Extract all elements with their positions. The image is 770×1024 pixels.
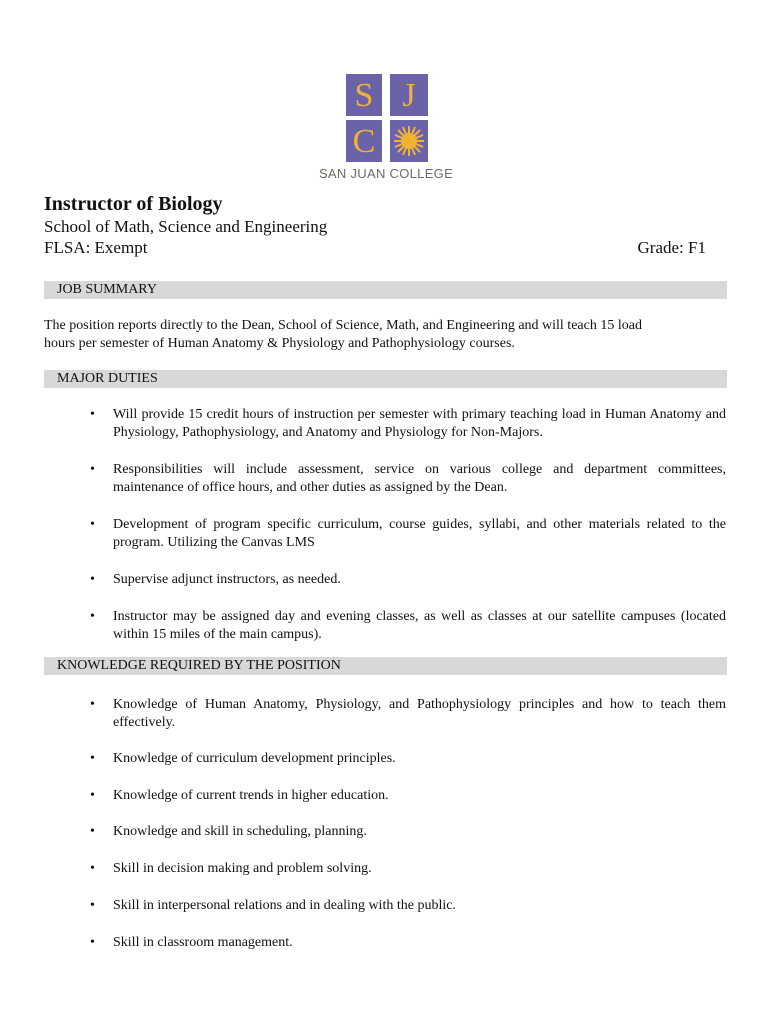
bullet-icon: •: [90, 462, 95, 477]
list-item-text: Skill in decision making and problem solving.: [113, 861, 372, 876]
list-item-text: Instructor may be assigned day and evening classes, as well as classes at our satellite campuses (located within 15 miles of the main campus).: [113, 609, 726, 642]
logo-letter-s: S: [354, 77, 374, 114]
job-summary-line: The position reports directly to the Dean, School of Science, Math, and Engineering and will teach 15 load: [44, 318, 642, 333]
list-item: [90, 461, 726, 497]
page-title: Instructor of Biology: [44, 193, 223, 215]
list-item: [90, 406, 726, 442]
list-item-text: Development of program specific curriculum, course guides, syllabi, and other materials related to the program. Utilizing the Canvas LMS: [113, 517, 726, 550]
logo-letter-j: J: [402, 77, 416, 114]
san-juan-college-logo: [316, 72, 456, 184]
list-item-text: Skill in classroom management.: [113, 935, 293, 950]
section-heading-major-duties: MAJOR DUTIES: [44, 370, 727, 388]
list-item: [90, 750, 726, 768]
list-item: [90, 934, 726, 952]
list-item: [90, 823, 726, 841]
list-item-text: Responsibilities will include assessment, service on various college and department committees, maintenance of office hours, and other duties as assigned by the Dean.: [113, 462, 726, 495]
list-item-text: Supervise adjunct instructors, as needed.: [113, 572, 341, 587]
list-item: [90, 897, 726, 915]
list-item: [90, 860, 726, 878]
bullet-icon: •: [90, 861, 95, 876]
list-item: [90, 571, 726, 589]
bullet-icon: •: [90, 788, 95, 803]
list-item-text: Knowledge of curriculum development principles.: [113, 751, 396, 766]
bullet-icon: •: [90, 697, 95, 712]
bullet-icon: •: [90, 824, 95, 839]
logo-wordmark: SAN JUAN COLLEGE: [318, 166, 454, 181]
list-item-text: Knowledge of current trends in higher education.: [113, 788, 389, 803]
section-heading-knowledge: KNOWLEDGE REQUIRED BY THE POSITION: [44, 657, 727, 675]
bullet-icon: •: [90, 898, 95, 913]
logo-mark: [316, 72, 456, 164]
bullet-icon: •: [90, 751, 95, 766]
list-item: [90, 608, 726, 644]
job-summary-text: [44, 317, 727, 353]
grade-level: Grade: F1: [637, 238, 706, 257]
list-item-text: Skill in interpersonal relations and in dealing with the public.: [113, 898, 456, 913]
bullet-icon: •: [90, 517, 95, 532]
list-item-text: Knowledge of Human Anatomy, Physiology, and Pathophysiology principles and how to teach them effectively.: [113, 697, 726, 730]
list-item: [90, 787, 726, 805]
bullet-icon: •: [90, 609, 95, 624]
section-heading-job-summary: JOB SUMMARY: [44, 281, 727, 299]
list-item-text: Will provide 15 credit hours of instruction per semester with primary teaching load in Human Anatomy and Physiology, Pathophysiology, and Anatomy and Physiology for Non-Majors.: [113, 407, 726, 440]
flsa-status: FLSA: Exempt: [44, 238, 148, 257]
list-item: [90, 516, 726, 552]
logo-letter-c: C: [352, 123, 376, 160]
school-name: School of Math, Science and Engineering: [44, 217, 328, 236]
bullet-icon: •: [90, 935, 95, 950]
bullet-icon: •: [90, 407, 95, 422]
sun-icon: [394, 126, 424, 156]
list-item-text: Knowledge and skill in scheduling, planning.: [113, 824, 367, 839]
bullet-icon: •: [90, 572, 95, 587]
list-item: [90, 696, 726, 732]
job-summary-line: hours per semester of Human Anatomy & Physiology and Pathophysiology courses.: [44, 336, 515, 351]
